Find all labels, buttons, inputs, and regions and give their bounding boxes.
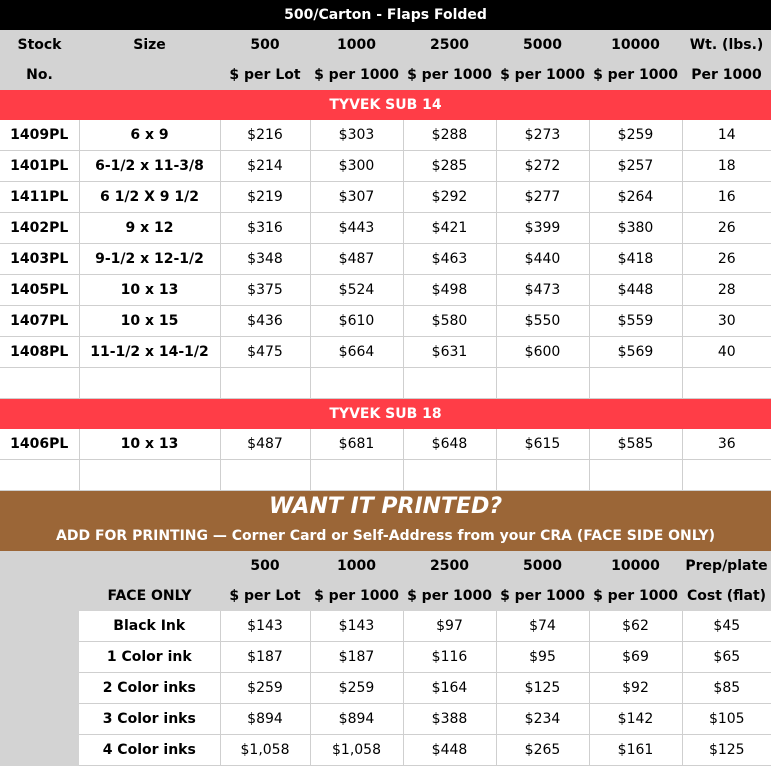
header-cell: $ per 1000 xyxy=(496,581,589,611)
spacer-cell xyxy=(0,642,79,673)
table-row xyxy=(0,306,771,337)
header-cell: $ per Lot xyxy=(220,60,310,90)
value-cell: $125 xyxy=(682,735,771,766)
value-cell: $216 xyxy=(220,120,310,151)
print-row xyxy=(0,611,771,642)
header-cell xyxy=(0,581,79,611)
table-row xyxy=(0,275,771,306)
value-cell: $388 xyxy=(403,704,496,735)
header-cell: Wt. (lbs.) xyxy=(682,30,771,60)
value-cell: $648 xyxy=(403,429,496,460)
spacer-cell xyxy=(0,735,79,766)
value-cell: $97 xyxy=(403,611,496,642)
header-cell: Per 1000 xyxy=(682,60,771,90)
value-cell: 26 xyxy=(682,244,771,275)
stock-number: 1411PL xyxy=(0,182,79,213)
sub18-rows xyxy=(0,429,771,460)
header-cell: Stock xyxy=(0,30,79,60)
value-cell: $273 xyxy=(496,120,589,151)
value-cell: $74 xyxy=(496,611,589,642)
stock-number: 1401PL xyxy=(0,151,79,182)
header-cell: $ per 1000 xyxy=(310,581,403,611)
print-header-row-2 xyxy=(0,581,771,611)
section-title: TYVEK SUB 18 xyxy=(0,399,771,430)
printed-subtitle: ADD FOR PRINTING — Corner Card or Self-Address from your CRA (FACE SIDE ONLY) xyxy=(0,521,771,551)
header-cell: $ per Lot xyxy=(220,581,310,611)
value-cell: $418 xyxy=(589,244,682,275)
value-cell: $277 xyxy=(496,182,589,213)
header-cell: $ per 1000 xyxy=(403,581,496,611)
print-row xyxy=(0,673,771,704)
value-cell: $125 xyxy=(496,673,589,704)
header-cell xyxy=(79,60,220,90)
value-cell: $380 xyxy=(589,213,682,244)
value-cell: $259 xyxy=(589,120,682,151)
header-cell: 500 xyxy=(220,551,310,581)
value-cell: $285 xyxy=(403,151,496,182)
value-cell: $585 xyxy=(589,429,682,460)
header-cell: 10000 xyxy=(589,551,682,581)
stock-number: 1402PL xyxy=(0,213,79,244)
stock-number: 1407PL xyxy=(0,306,79,337)
value-cell: $164 xyxy=(403,673,496,704)
value-cell: $681 xyxy=(310,429,403,460)
value-cell: $436 xyxy=(220,306,310,337)
header-cell: No. xyxy=(0,60,79,90)
value-cell: $664 xyxy=(310,337,403,368)
value-cell: $272 xyxy=(496,151,589,182)
header-cell xyxy=(79,551,220,581)
value-cell: $187 xyxy=(220,642,310,673)
spacer-cell xyxy=(0,704,79,735)
size-cell: 10 x 13 xyxy=(79,429,220,460)
value-cell: $259 xyxy=(310,673,403,704)
header-cell: 1000 xyxy=(310,30,403,60)
value-cell: $448 xyxy=(403,735,496,766)
value-cell: 26 xyxy=(682,213,771,244)
value-cell: $448 xyxy=(589,275,682,306)
size-cell: 9 x 12 xyxy=(79,213,220,244)
section-row-sub14 xyxy=(0,90,771,120)
value-cell: $550 xyxy=(496,306,589,337)
value-cell: 16 xyxy=(682,182,771,213)
value-cell: $105 xyxy=(682,704,771,735)
value-cell: $487 xyxy=(310,244,403,275)
header-cell: Prep/plate xyxy=(682,551,771,581)
header-cell: Cost (flat) xyxy=(682,581,771,611)
value-cell: $316 xyxy=(220,213,310,244)
value-cell: $375 xyxy=(220,275,310,306)
value-cell: $234 xyxy=(496,704,589,735)
spacer-cell xyxy=(0,611,79,642)
value-cell: $600 xyxy=(496,337,589,368)
value-cell: $116 xyxy=(403,642,496,673)
value-cell: $615 xyxy=(496,429,589,460)
printed-subtitle-row xyxy=(0,521,771,551)
value-cell: 40 xyxy=(682,337,771,368)
table-row xyxy=(0,182,771,213)
table-row xyxy=(0,244,771,275)
table-title: 500/Carton - Flaps Folded xyxy=(0,0,771,30)
header-cell: 1000 xyxy=(310,551,403,581)
header-cell: 500 xyxy=(220,30,310,60)
header-cell: FACE ONLY xyxy=(79,581,220,611)
header-cell: 5000 xyxy=(496,30,589,60)
section-title: TYVEK SUB 14 xyxy=(0,90,771,120)
stock-number: 1405PL xyxy=(0,275,79,306)
size-cell: 10 x 15 xyxy=(79,306,220,337)
value-cell: 14 xyxy=(682,120,771,151)
header-row-2 xyxy=(0,60,771,90)
ink-option: 2 Color inks xyxy=(79,673,220,704)
value-cell: $307 xyxy=(310,182,403,213)
sub14-rows xyxy=(0,120,771,368)
print-rows xyxy=(0,611,771,766)
print-row xyxy=(0,735,771,766)
print-row xyxy=(0,642,771,673)
value-cell: $92 xyxy=(589,673,682,704)
value-cell: 36 xyxy=(682,429,771,460)
table-row xyxy=(0,337,771,368)
size-cell: 11-1/2 x 14-1/2 xyxy=(79,337,220,368)
title-row xyxy=(0,0,771,30)
value-cell: $487 xyxy=(220,429,310,460)
header-cell: 5000 xyxy=(496,551,589,581)
value-cell: 18 xyxy=(682,151,771,182)
value-cell: $303 xyxy=(310,120,403,151)
value-cell: $498 xyxy=(403,275,496,306)
table-row xyxy=(0,213,771,244)
header-cell: Size xyxy=(79,30,220,60)
value-cell: $85 xyxy=(682,673,771,704)
value-cell: $440 xyxy=(496,244,589,275)
header-cell: $ per 1000 xyxy=(589,581,682,611)
value-cell: $143 xyxy=(220,611,310,642)
ink-option: 1 Color ink xyxy=(79,642,220,673)
value-cell: $421 xyxy=(403,213,496,244)
value-cell: $443 xyxy=(310,213,403,244)
value-cell: $524 xyxy=(310,275,403,306)
value-cell: $65 xyxy=(682,642,771,673)
value-cell: $580 xyxy=(403,306,496,337)
value-cell: $475 xyxy=(220,337,310,368)
value-cell: $399 xyxy=(496,213,589,244)
header-row-1 xyxy=(0,30,771,60)
value-cell: $69 xyxy=(589,642,682,673)
ink-option: 4 Color inks xyxy=(79,735,220,766)
value-cell: $292 xyxy=(403,182,496,213)
value-cell: $631 xyxy=(403,337,496,368)
header-cell: 2500 xyxy=(403,30,496,60)
value-cell: $1,058 xyxy=(310,735,403,766)
value-cell: $45 xyxy=(682,611,771,642)
header-cell: 2500 xyxy=(403,551,496,581)
table-row xyxy=(0,429,771,460)
value-cell: $610 xyxy=(310,306,403,337)
value-cell: $264 xyxy=(589,182,682,213)
print-row xyxy=(0,704,771,735)
size-cell: 10 x 13 xyxy=(79,275,220,306)
print-header-row-1 xyxy=(0,551,771,581)
value-cell: 28 xyxy=(682,275,771,306)
value-cell: $219 xyxy=(220,182,310,213)
value-cell: $259 xyxy=(220,673,310,704)
value-cell: $559 xyxy=(589,306,682,337)
spacer-cell xyxy=(0,673,79,704)
header-cell: $ per 1000 xyxy=(496,60,589,90)
header-cell: 10000 xyxy=(589,30,682,60)
stock-number: 1408PL xyxy=(0,337,79,368)
header-cell xyxy=(0,551,79,581)
header-cell: $ per 1000 xyxy=(589,60,682,90)
value-cell: $257 xyxy=(589,151,682,182)
size-cell: 6 1/2 X 9 1/2 xyxy=(79,182,220,213)
header-cell: $ per 1000 xyxy=(310,60,403,90)
value-cell: $143 xyxy=(310,611,403,642)
value-cell: 30 xyxy=(682,306,771,337)
value-cell: $95 xyxy=(496,642,589,673)
table-row xyxy=(0,151,771,182)
blank-row xyxy=(0,460,771,491)
printed-title: WANT IT PRINTED? xyxy=(0,491,771,522)
value-cell: $265 xyxy=(496,735,589,766)
ink-option: 3 Color inks xyxy=(79,704,220,735)
value-cell: $161 xyxy=(589,735,682,766)
value-cell: $894 xyxy=(220,704,310,735)
value-cell: $214 xyxy=(220,151,310,182)
table-row xyxy=(0,120,771,151)
size-cell: 9-1/2 x 12-1/2 xyxy=(79,244,220,275)
value-cell: $463 xyxy=(403,244,496,275)
value-cell: $142 xyxy=(589,704,682,735)
printed-title-row xyxy=(0,491,771,522)
value-cell: $187 xyxy=(310,642,403,673)
value-cell: $288 xyxy=(403,120,496,151)
ink-option: Black Ink xyxy=(79,611,220,642)
stock-number: 1409PL xyxy=(0,120,79,151)
value-cell: $1,058 xyxy=(220,735,310,766)
value-cell: $300 xyxy=(310,151,403,182)
section-row-sub18 xyxy=(0,399,771,430)
value-cell: $569 xyxy=(589,337,682,368)
value-cell: $348 xyxy=(220,244,310,275)
value-cell: $473 xyxy=(496,275,589,306)
stock-number: 1403PL xyxy=(0,244,79,275)
size-cell: 6 x 9 xyxy=(79,120,220,151)
header-cell: $ per 1000 xyxy=(403,60,496,90)
stock-number: 1406PL xyxy=(0,429,79,460)
value-cell: $894 xyxy=(310,704,403,735)
size-cell: 6-1/2 x 11-3/8 xyxy=(79,151,220,182)
value-cell: $62 xyxy=(589,611,682,642)
blank-row xyxy=(0,368,771,399)
